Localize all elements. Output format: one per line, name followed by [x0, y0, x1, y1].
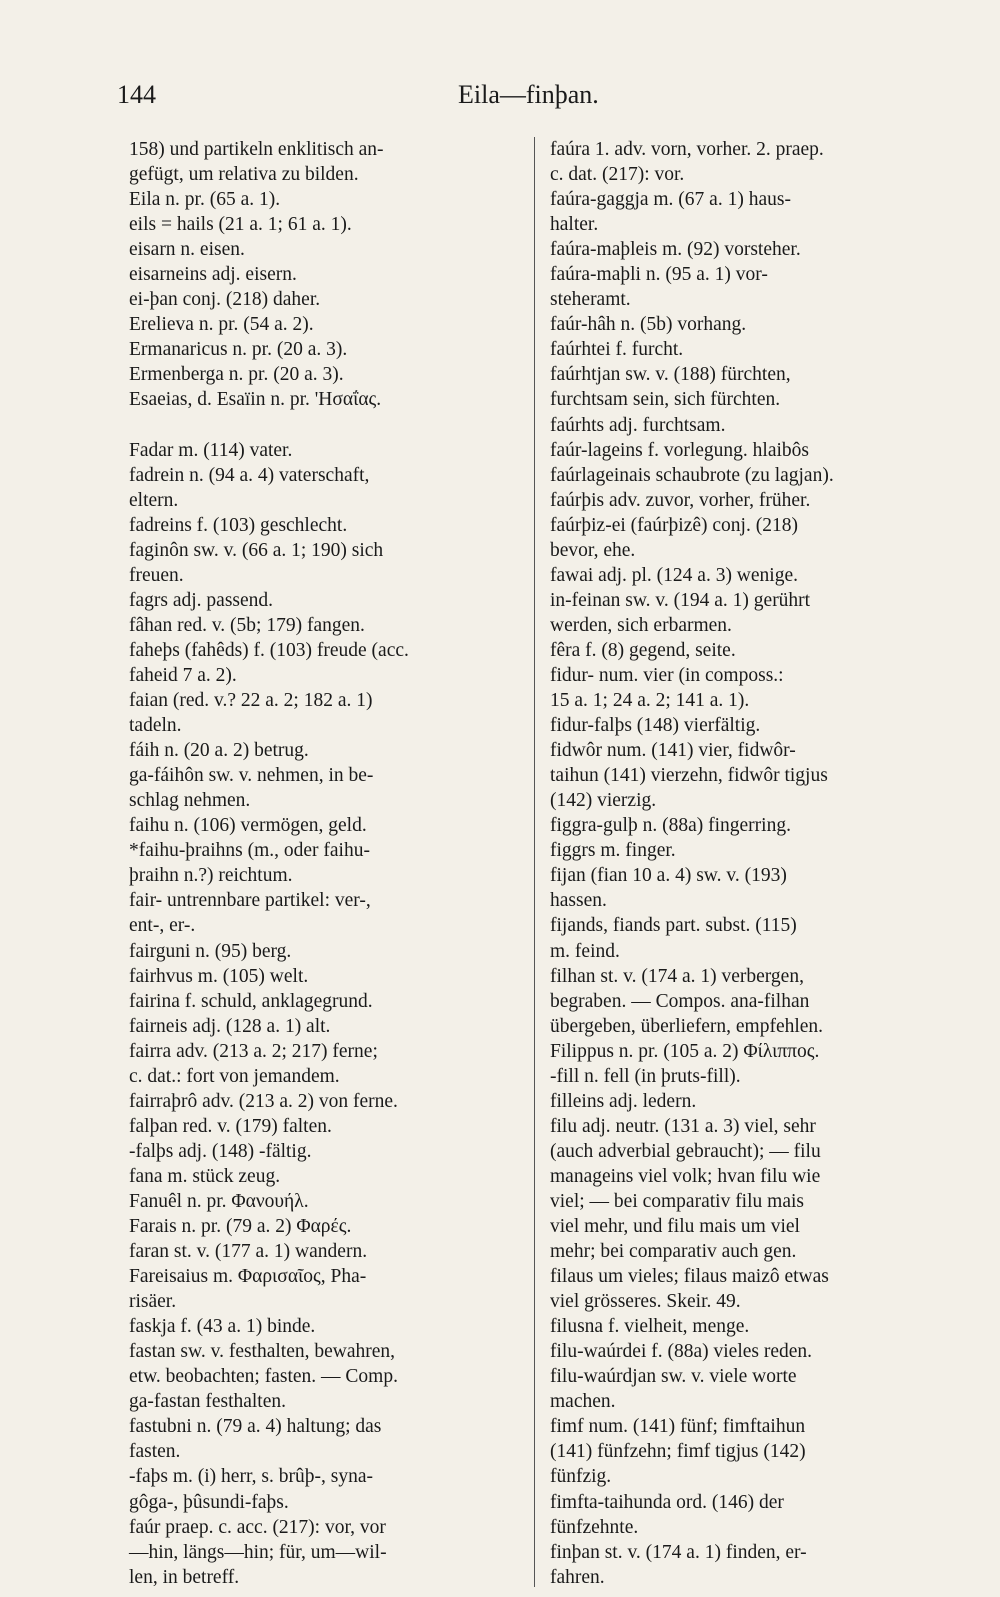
dictionary-line: fijands, fiands part. subst. (115) — [550, 915, 797, 937]
dictionary-line: fáih n. (20 a. 2) betrug. — [129, 740, 309, 762]
dictionary-line: Ermenberga n. pr. (20 a. 3). — [129, 364, 344, 386]
dictionary-line: faúrþis adv. zuvor, vorher, früher. — [550, 489, 811, 511]
dictionary-line: faheþs (fahêds) f. (103) freude (acc. — [129, 639, 409, 661]
dictionary-line: fairguni n. (95) berg. — [129, 940, 292, 962]
dictionary-line: filusna f. vielheit, menge. — [550, 1316, 750, 1338]
dictionary-line: fasten. — [129, 1441, 181, 1463]
dictionary-line: fawai adj. pl. (124 a. 3) wenige. — [550, 564, 798, 586]
dictionary-line: taihun (141) vierzehn, fidwôr tigjus — [550, 765, 828, 787]
dictionary-line: faúr praep. c. acc. (217): vor, vor — [129, 1516, 386, 1538]
dictionary-line: eisarn n. eisen. — [129, 239, 245, 261]
dictionary-line: faúr-hâh n. (5b) vorhang. — [550, 314, 747, 336]
dictionary-line: fana m. stück zeug. — [129, 1165, 281, 1187]
dictionary-line: 15 a. 1; 24 a. 2; 141 a. 1). — [550, 690, 750, 712]
dictionary-line: m. feind. — [550, 940, 620, 962]
dictionary-line: fidur-falþs (148) vierfältig. — [550, 715, 761, 737]
dictionary-line: faúra 1. adv. vorn, vorher. 2. praep. — [550, 139, 824, 160]
dictionary-line: faúrhtjan sw. v. (188) fürchten, — [550, 364, 791, 386]
dictionary-line: -faþs m. (i) herr, s. brûþ-, syna- — [129, 1466, 373, 1488]
dictionary-line: c. dat. (217): vor. — [550, 164, 685, 186]
dictionary-line: risäer. — [129, 1291, 177, 1313]
dictionary-line: mehr; bei comparativ auch gen. — [550, 1241, 797, 1263]
dictionary-line: len, in betreff. — [129, 1566, 240, 1588]
dictionary-line: —hin, längs—hin; für, um—wil- — [129, 1541, 387, 1563]
dictionary-line: faheid 7 a. 2). — [129, 664, 237, 686]
dictionary-line — [129, 413, 521, 438]
dictionary-line: fadreins f. (103) geschlecht. — [129, 514, 348, 536]
dictionary-line: Fanuêl n. pr. Φανουήλ. — [129, 1190, 309, 1212]
dictionary-line: werden, sich erbarmen. — [550, 614, 732, 636]
dictionary-line: faúrþiz-ei (faúrþizê) conj. (218) — [550, 514, 798, 536]
dictionary-line: faúra-maþli n. (95 a. 1) vor- — [550, 264, 768, 286]
dictionary-line: figgrs m. finger. — [550, 840, 676, 862]
dictionary-line: Erelieva n. pr. (54 a. 2). — [129, 314, 314, 336]
dictionary-line: faihu n. (106) vermögen, geld. — [129, 815, 367, 837]
running-head: Eila—finþan. — [458, 80, 599, 109]
dictionary-line: freuen. — [129, 564, 184, 586]
dictionary-line: filleins adj. ledern. — [550, 1090, 697, 1112]
left-column — [129, 137, 521, 1590]
dictionary-line: viel mehr, und filu mais um viel — [550, 1216, 800, 1238]
page-number: 144 — [117, 80, 156, 109]
dictionary-line: ga-fáihôn sw. v. nehmen, in be- — [129, 765, 374, 787]
dictionary-line: *faihu-þraihns (m., oder faihu- — [129, 840, 370, 862]
dictionary-line: Esaeias, d. Esaïin n. pr. 'Ησαΐας. — [129, 389, 382, 411]
dictionary-line: faginôn sw. v. (66 a. 1; 190) sich — [129, 539, 384, 561]
dictionary-line: fimf num. (141) fünf; fimftaihun — [550, 1416, 806, 1438]
dictionary-line: þraihn n.?) reichtum. — [129, 865, 293, 887]
dictionary-line: machen. — [550, 1391, 616, 1413]
dictionary-line: fidur- num. vier (in composs.: — [550, 664, 784, 686]
dictionary-line: faran st. v. (177 a. 1) wandern. — [129, 1241, 368, 1263]
dictionary-line: Eila n. pr. (65 a. 1). — [129, 189, 281, 211]
dictionary-line: ga-fastan festhalten. — [129, 1391, 287, 1413]
dictionary-line: (141) fünfzehn; fimf tigjus (142) — [550, 1441, 806, 1463]
dictionary-line: faúrhts adj. furchtsam. — [550, 414, 726, 436]
dictionary-line: filu-waúrdjan sw. v. viele worte — [550, 1366, 797, 1388]
dictionary-line: übergeben, überliefern, empfehlen. — [550, 1015, 824, 1037]
dictionary-line: fünfzehnte. — [550, 1516, 639, 1538]
dictionary-line: -falþs adj. (148) -fältig. — [129, 1140, 312, 1162]
dictionary-line: faúrlageinais schaubrote (zu lagjan). — [550, 464, 834, 486]
dictionary-line: eisarneins adj. eisern. — [129, 264, 297, 286]
dictionary-line: ei-þan conj. (218) daher. — [129, 289, 321, 311]
dictionary-line: falþan red. v. (179) falten. — [129, 1115, 332, 1137]
dictionary-line: fahren. — [550, 1566, 605, 1588]
dictionary-line: fadrein n. (94 a. 4) vaterschaft, — [129, 464, 370, 486]
dictionary-line: fastubni n. (79 a. 4) haltung; das — [129, 1416, 382, 1438]
dictionary-line: halter. — [550, 214, 599, 236]
dictionary-line: ent-, er-. — [129, 915, 196, 937]
dictionary-line: gôga-, þûsundi-faþs. — [129, 1491, 289, 1513]
dictionary-line: fairina f. schuld, anklagegrund. — [129, 990, 373, 1012]
column-divider — [534, 137, 535, 1587]
dictionary-line: etw. beobachten; fasten. — Comp. — [129, 1366, 398, 1388]
dictionary-line: (auch adverbial gebraucht); — filu — [550, 1140, 821, 1162]
dictionary-line: steheramt. — [550, 289, 631, 311]
dictionary-line: Filippus n. pr. (105 a. 2) Φίλιππος. — [550, 1040, 820, 1062]
dictionary-line: faian (red. v.? 22 a. 2; 182 a. 1) — [129, 690, 373, 712]
dictionary-line: filu-waúrdei f. (88a) vieles reden. — [550, 1341, 813, 1363]
dictionary-line: faúrhtei f. furcht. — [550, 339, 684, 361]
dictionary-line: Farais n. pr. (79 a. 2) Φαρές. — [129, 1216, 352, 1238]
dictionary-line: hassen. — [550, 890, 607, 912]
dictionary-line: viel; — bei comparativ filu mais — [550, 1190, 804, 1212]
dictionary-line: tadeln. — [129, 715, 182, 737]
dictionary-line: eltern. — [129, 489, 179, 511]
dictionary-line: figgra-gulþ n. (88a) fingerring. — [550, 815, 791, 837]
dictionary-line: 158) und partikeln enklitisch an- — [129, 139, 384, 160]
dictionary-line: bevor, ehe. — [550, 539, 636, 561]
dictionary-line: begraben. — Compos. ana-filhan — [550, 990, 810, 1012]
dictionary-line: c. dat.: fort von jemandem. — [129, 1065, 340, 1087]
dictionary-line: in-feinan sw. v. (194 a. 1) gerührt — [550, 589, 811, 611]
dictionary-line: fairneis adj. (128 a. 1) alt. — [129, 1015, 331, 1037]
dictionary-line: filaus um vieles; filaus maizô etwas — [550, 1266, 829, 1288]
dictionary-line: fairhvus m. (105) welt. — [129, 965, 309, 987]
dictionary-line: fidwôr num. (141) vier, fidwôr- — [550, 740, 796, 762]
dictionary-line: fair- untrennbare partikel: ver-, — [129, 890, 371, 912]
dictionary-line: fagrs adj. passend. — [129, 589, 274, 611]
dictionary-line: furchtsam sein, sich fürchten. — [550, 389, 781, 411]
dictionary-line: Ermanaricus n. pr. (20 a. 3). — [129, 339, 348, 361]
dictionary-line: schlag nehmen. — [129, 790, 251, 812]
dictionary-line: faskja f. (43 a. 1) binde. — [129, 1316, 316, 1338]
dictionary-line: fêra f. (8) gegend, seite. — [550, 639, 736, 661]
dictionary-line: gefügt, um relativa zu bilden. — [129, 164, 359, 186]
dictionary-line: filhan st. v. (174 a. 1) verbergen, — [550, 965, 804, 987]
dictionary-line: finþan st. v. (174 a. 1) finden, er- — [550, 1541, 807, 1563]
right-column — [550, 137, 948, 1590]
dictionary-line: fastan sw. v. festhalten, bewahren, — [129, 1341, 396, 1363]
dictionary-line: manageins viel volk; hvan filu wie — [550, 1165, 821, 1187]
dictionary-line: fimfta-taihunda ord. (146) der — [550, 1491, 784, 1513]
dictionary-line: faúra-gaggja m. (67 a. 1) haus- — [550, 189, 791, 211]
dictionary-line: Fadar m. (114) vater. — [129, 439, 293, 461]
dictionary-line: faúr-lageins f. vorlegung. hlaibôs — [550, 439, 809, 461]
dictionary-line: fairraþrô adv. (213 a. 2) von ferne. — [129, 1090, 398, 1112]
dictionary-line: eils = hails (21 a. 1; 61 a. 1). — [129, 214, 352, 236]
dictionary-line: -fill n. fell (in þruts-fill). — [550, 1065, 741, 1087]
dictionary-line: filu adj. neutr. (131 a. 3) viel, sehr — [550, 1115, 816, 1137]
dictionary-line: faúra-maþleis m. (92) vorsteher. — [550, 239, 801, 261]
dictionary-line: fâhan red. v. (5b; 179) fangen. — [129, 614, 365, 636]
dictionary-line: (142) vierzig. — [550, 790, 657, 812]
dictionary-line: fünfzig. — [550, 1466, 612, 1488]
dictionary-line: viel grösseres. Skeir. 49. — [550, 1291, 741, 1313]
dictionary-line: Fareisaius m. Φαρισαῖος, Pha- — [129, 1266, 367, 1288]
dictionary-line: fijan (fian 10 a. 4) sw. v. (193) — [550, 865, 787, 887]
dictionary-line: fairra adv. (213 a. 2; 217) ferne; — [129, 1040, 378, 1062]
